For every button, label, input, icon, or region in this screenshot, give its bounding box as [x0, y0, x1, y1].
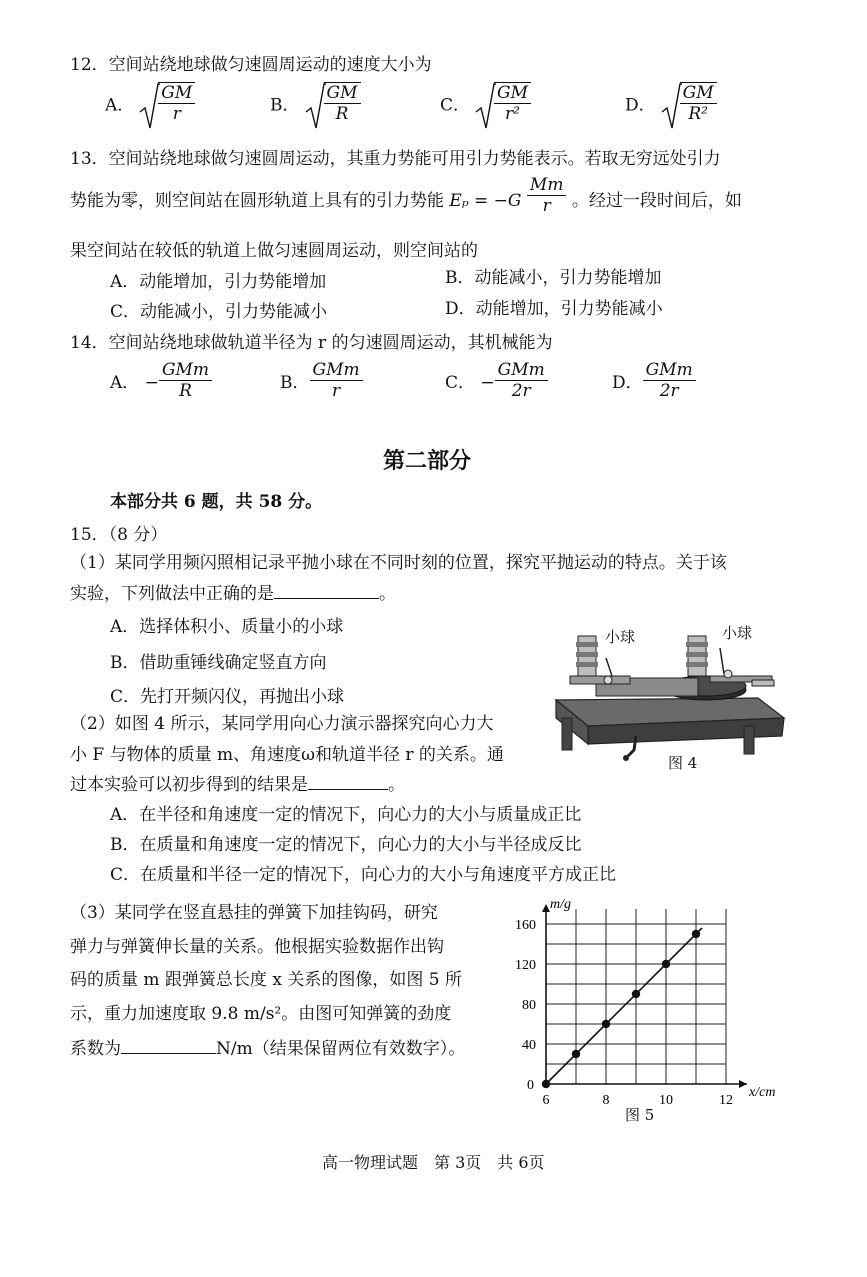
- y-tick-label: 40: [522, 1038, 536, 1053]
- q15-p2-line2: 小 F 与物体的质量 m、角速度ω和轨道半径 r 的关系。通: [70, 745, 504, 765]
- q14-option-b: [280, 360, 363, 401]
- q15-p2-line3: [70, 770, 405, 795]
- data-point: [632, 990, 640, 998]
- sqrt-expression: [660, 82, 717, 124]
- q13-line2-post: 。经过一段时间后，如: [571, 191, 742, 211]
- q12-option-a: [105, 82, 195, 124]
- numerator: GM: [680, 83, 717, 104]
- fig5-caption: 图 5: [625, 1106, 655, 1124]
- q15-p1-option-c: C．先打开频闪仪，再抛出小球: [110, 687, 345, 707]
- q15-p1-line2-end: 。: [379, 584, 396, 604]
- sqrt-expression: [138, 82, 195, 124]
- fraction: [324, 82, 361, 124]
- q13-formula-frac: [527, 175, 567, 216]
- q13-line1: 13．空间站绕地球做匀速圆周运动，其重力势能可用引力势能表示。若取无穷远处引力: [70, 149, 721, 169]
- denominator: R²: [688, 104, 708, 124]
- data-point: [572, 1050, 580, 1058]
- data-point: [662, 960, 670, 968]
- fig4-caption: 图 4: [668, 754, 698, 772]
- q15-p3-line3: 码的质量 m 跟弹簧总长度 x 关系的图像，如图 5 所: [70, 970, 462, 990]
- q13-option-a: A．动能增加，引力势能增加: [110, 272, 327, 292]
- sqrt-expression: [474, 82, 531, 124]
- sqrt-sign-icon: [138, 82, 160, 130]
- denominator: r: [172, 104, 181, 124]
- denominator: R: [179, 381, 192, 401]
- option-label: C．: [440, 95, 471, 116]
- x-tick-label: 6: [542, 1093, 550, 1108]
- q15-p2-line3-end: 。: [388, 775, 405, 795]
- q12-stem: 12．空间站绕地球做匀速圆周运动的速度大小为: [70, 55, 432, 75]
- x-axis-arrow-icon: [739, 1080, 747, 1088]
- denominator: 2r: [659, 381, 679, 401]
- data-point: [602, 1020, 610, 1028]
- q13-line3: 果空间站在较低的轨道上做匀速圆周运动，则空间站的: [70, 241, 478, 261]
- fraction: [310, 360, 363, 401]
- q15-p3-line1: （3）某同学在竖直悬挂的弹簧下加挂钩码，研究: [70, 903, 438, 923]
- numerator: GM: [494, 83, 531, 104]
- y-axis-label: m/g: [550, 897, 571, 912]
- q15-p2-option-b: B．在质量和角速度一定的情况下，向心力的大小与半径成反比: [110, 835, 582, 855]
- q13-line2: [70, 175, 742, 216]
- q13-option-d: D．动能增加，引力势能减小: [445, 299, 663, 319]
- q15-p1-line1: （1）某同学用频闪照相记录平抛小球在不同时刻的位置，探究平抛运动的特点。关于该: [70, 553, 727, 573]
- q15-p2-option-c: C．在质量和半径一定的情况下，向心力的大小与角速度平方成正比: [110, 865, 617, 885]
- q12-option-c: [440, 82, 531, 124]
- part2-title: 第二部分: [383, 448, 472, 474]
- option-label: D．: [612, 373, 643, 393]
- q15-p3-line4: 示，重力加速度取 9.8 m/s²。由图可知弹簧的劲度: [70, 1004, 452, 1024]
- fraction: [494, 82, 531, 124]
- denominator: r²: [505, 104, 520, 124]
- denominator: R: [335, 104, 349, 124]
- q15-head: 15．（8 分）: [70, 525, 168, 545]
- q15-p3-line5-pre: 系数为: [70, 1039, 121, 1059]
- q13-formula-lhs: Eₚ = −G: [449, 191, 522, 211]
- numerator: GMm: [159, 360, 212, 381]
- option-label: A． −: [110, 373, 159, 393]
- q13-option-c: C．动能减小，引力势能减小: [110, 302, 328, 322]
- x-axis-label: x/cm: [749, 1085, 776, 1100]
- numerator: GMm: [495, 360, 548, 381]
- y-tick-label: 0: [527, 1078, 534, 1093]
- q15-p1-line2-text: 实验，下列做法中正确的是: [70, 584, 274, 604]
- data-point: [542, 1080, 550, 1088]
- option-label: D．: [625, 95, 656, 116]
- x-tick-label: 12: [719, 1093, 733, 1108]
- fraction: [680, 82, 717, 124]
- q14-option-a: [110, 360, 212, 401]
- mass-vs-length-chart: [500, 888, 780, 1128]
- denominator: r: [331, 381, 341, 401]
- q15-p2-option-a: A．在半径和角速度一定的情况下，向心力的大小与质量成正比: [110, 805, 582, 825]
- option-label: A．: [105, 95, 135, 116]
- q13-formula-num: Mm: [527, 175, 567, 196]
- q15-p3-line5: [70, 1034, 465, 1059]
- sqrt-sign-icon: [660, 82, 682, 130]
- q14-option-d: [612, 360, 696, 401]
- answer-blank-1[interactable]: [274, 598, 379, 599]
- option-label: B．: [280, 373, 310, 393]
- fit-line: [546, 928, 702, 1084]
- option-label: C． −: [445, 373, 495, 393]
- data-point: [692, 930, 700, 938]
- q15-p2-line1: （2）如图 4 所示，某同学用向心力演示器探究向心力大: [70, 714, 494, 734]
- y-axis-arrow-icon: [542, 904, 550, 912]
- part2-intro: 本部分共 6 题，共 58 分。: [110, 492, 323, 512]
- q12-option-d: [625, 82, 717, 124]
- fraction: [158, 82, 195, 124]
- numerator: GM: [324, 83, 361, 104]
- sqrt-sign-icon: [304, 82, 326, 130]
- x-tick-label: 8: [602, 1093, 610, 1108]
- fig4-ball-label-left: 小球: [605, 628, 636, 646]
- sqrt-sign-icon: [474, 82, 496, 130]
- y-tick-label: 120: [515, 958, 536, 973]
- numerator: GM: [158, 83, 195, 104]
- y-tick-label: 80: [522, 998, 536, 1013]
- q12-option-b: [270, 82, 361, 124]
- q14-option-c: [445, 360, 548, 401]
- q14-stem: 14．空间站绕地球做轨道半径为 r 的匀速圆周运动，其机械能为: [70, 333, 553, 353]
- option-label: B．: [270, 95, 300, 116]
- q13-formula-den: r: [542, 196, 551, 216]
- q15-p1-line2: [70, 579, 396, 604]
- q15-p1-option-b: B．借助重锤线确定竖直方向: [110, 653, 327, 673]
- q15-p2-line3-text: 过本实验可以初步得到的结果是: [70, 775, 308, 795]
- denominator: 2r: [511, 381, 531, 401]
- fraction: [159, 360, 212, 401]
- sqrt-expression: [304, 82, 361, 124]
- page-footer: 高一物理试题 第 3页 共 6页: [322, 1153, 545, 1172]
- answer-blank-3[interactable]: [121, 1053, 216, 1054]
- x-tick-label: 10: [659, 1093, 673, 1108]
- answer-blank-2[interactable]: [308, 789, 388, 790]
- q13-line2-pre: 势能为零，则空间站在圆形轨道上具有的引力势能: [70, 191, 444, 211]
- q15-p1-option-a: A．选择体积小、质量小的小球: [110, 617, 344, 637]
- q15-p3-line5-post: N/m（结果保留两位有效数字）。: [216, 1039, 466, 1059]
- figure-5: [500, 888, 780, 1128]
- numerator: GMm: [310, 360, 363, 381]
- numerator: GMm: [643, 360, 696, 381]
- q13-option-b: B．动能减小，引力势能增加: [445, 268, 662, 288]
- fraction: [643, 360, 696, 401]
- y-tick-label: 160: [515, 918, 536, 933]
- fig4-ball-label-right: 小球: [722, 624, 753, 642]
- fraction: [495, 360, 548, 401]
- q15-p3-line2: 弹力与弹簧伸长量的关系。他根据实验数据作出钩: [70, 937, 444, 957]
